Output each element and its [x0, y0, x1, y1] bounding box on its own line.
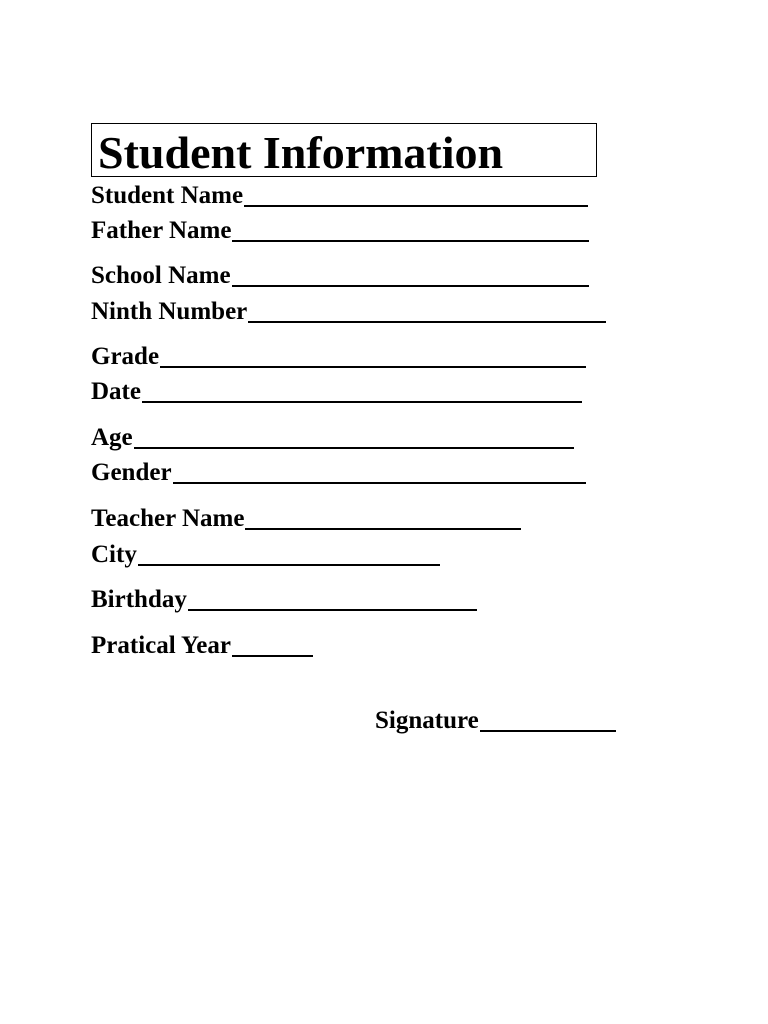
field-age	[91, 423, 574, 453]
field-label: Birthday	[91, 586, 187, 613]
blank-line[interactable]	[232, 263, 589, 287]
blank-line[interactable]	[244, 183, 588, 207]
field-label: Gender	[91, 459, 172, 486]
field-label: Student Name	[91, 182, 244, 209]
blank-line[interactable]	[142, 379, 582, 403]
field-father-name	[91, 216, 589, 246]
field-label: Teacher Name	[91, 505, 245, 532]
blank-line[interactable]	[134, 425, 574, 449]
form-title: Student Information	[98, 127, 504, 178]
field-grade	[91, 342, 586, 372]
field-label: Age	[91, 424, 133, 451]
blank-line[interactable]	[232, 633, 313, 657]
blank-line[interactable]	[138, 542, 440, 566]
field-teacher-name	[91, 504, 521, 534]
field-label: Date	[91, 378, 141, 405]
blank-line[interactable]	[232, 218, 589, 242]
field-birthday	[91, 585, 477, 615]
field-label: Pratical Year	[91, 632, 231, 659]
field-pratical-year	[91, 631, 313, 661]
field-label: City	[91, 541, 137, 568]
field-school-name	[91, 261, 589, 291]
field-label: Grade	[91, 343, 160, 370]
blank-line[interactable]	[160, 344, 586, 368]
field-label: School Name	[91, 262, 231, 289]
field-gender	[91, 458, 586, 488]
blank-line[interactable]	[480, 708, 616, 732]
blank-line[interactable]	[248, 299, 606, 323]
field-city	[91, 540, 440, 570]
field-student-name	[91, 181, 588, 211]
title-box	[91, 123, 597, 177]
field-label: Father Name	[91, 217, 232, 244]
blank-line[interactable]	[245, 506, 521, 530]
field-ninth-number	[91, 297, 606, 327]
field-label: Signature	[375, 707, 479, 734]
field-label: Ninth Number	[91, 298, 248, 325]
blank-line[interactable]	[188, 587, 477, 611]
field-signature	[375, 706, 616, 736]
blank-line[interactable]	[173, 460, 586, 484]
field-date	[91, 377, 582, 407]
